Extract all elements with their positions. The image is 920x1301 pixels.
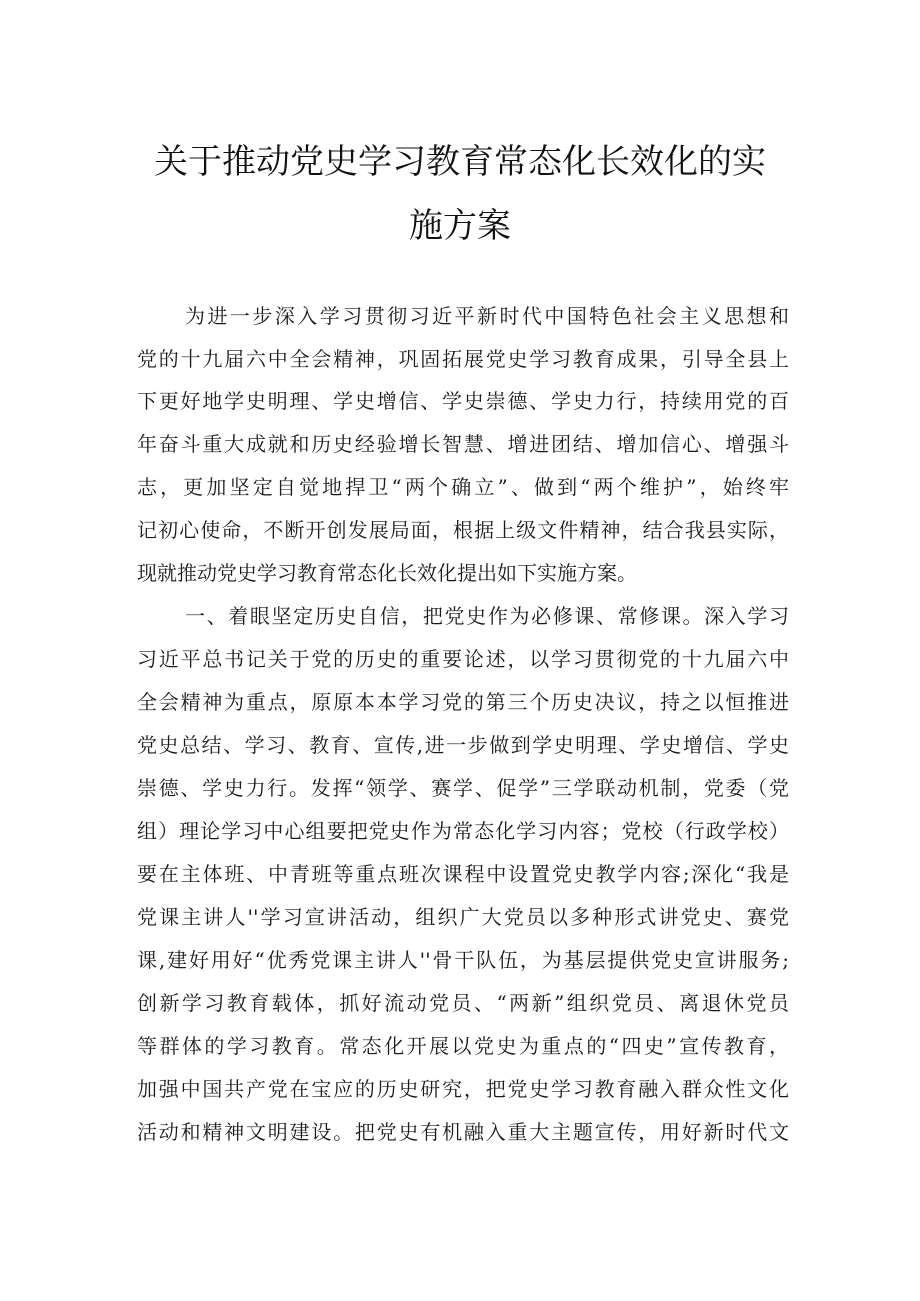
paragraph-2-line-12: 加强中国共产党在宝应的历史研究，把党史学习教育融入群众性文化 [137,1077,789,1101]
paragraph-2-line-2: 习近平总书记关于党的历史的重要论述，以学习贯彻党的十九届六中 [137,647,789,671]
document-title-line-2: 施方案 [409,206,511,246]
paragraph-2-line-11: 等群体的学习教育。常态化开展以党史为重点的“四史”宣传教育， [137,1034,789,1058]
paragraph-1-line-4: 年奋斗重大成就和历史经验增长智慧、增进团结、增加信心、增强斗 [137,432,789,456]
paragraph-2-line-1: 一、着眼坚定历史自信，把党史作为必修课、常修课。深入学习 [185,604,789,628]
paragraph-2-line-4: 党史总结、学习、教育、宣传,进一步做到学史明理、学史增信、学史 [137,733,789,757]
paragraph-2-line-6: 组）理论学习中心组要把党史作为常态化学习内容；党校（行政学校） [137,819,789,843]
paragraph-2-line-5: 崇德、学史力行。发挥“领学、赛学、促学”三学联动机制，党委（党 [137,776,789,800]
paragraph-2-line-10: 创新学习教育载体，抓好流动党员、“两新”组织党员、离退休党员 [137,991,789,1015]
paragraph-1-line-1: 为进一步深入学习贯彻习近平新时代中国特色社会主义思想和 [185,304,789,328]
paragraph-2-line-7: 要在主体班、中青班等重点班次课程中设置党史教学内容;深化“我是 [137,862,789,886]
paragraph-1-line-2: 党的十九届六中全会精神，巩固拓展党史学习教育成果，引导全县上 [137,347,789,371]
paragraph-1-line-3: 下更好地学史明理、学史增信、学史崇德、学史力行，持续用党的百 [137,389,789,413]
paragraph-2-line-8: 党课主讲人''学习宣讲活动，组织广大党员以多种形式讲党史、赛党 [137,905,789,929]
paragraph-1-line-5: 志，更加坚定自觉地捍卫“两个确立”、做到“两个维护”，始终牢 [137,475,789,499]
paragraph-2-line-3: 全会精神为重点，原原本本学习党的第三个历史决议，持之以恒推进 [137,690,789,714]
paragraph-2-line-13: 活动和精神文明建设。把党史有机融入重大主题宣传，用好新时代文 [137,1120,789,1144]
paragraph-2-line-9: 课,建好用好“优秀党课主讲人''骨干队伍，为基层提供党史宣讲服务; [137,948,789,972]
paragraph-1-line-6: 记初心使命，不断开创发展局面，根据上级文件精神，结合我县实际， [137,518,789,542]
document-title-line-1: 关于推动党史学习教育常态化长效化的实 [154,142,766,182]
paragraph-1-line-7: 现就推动党史学习教育常态化长效化提出如下实施方案。 [137,561,637,585]
